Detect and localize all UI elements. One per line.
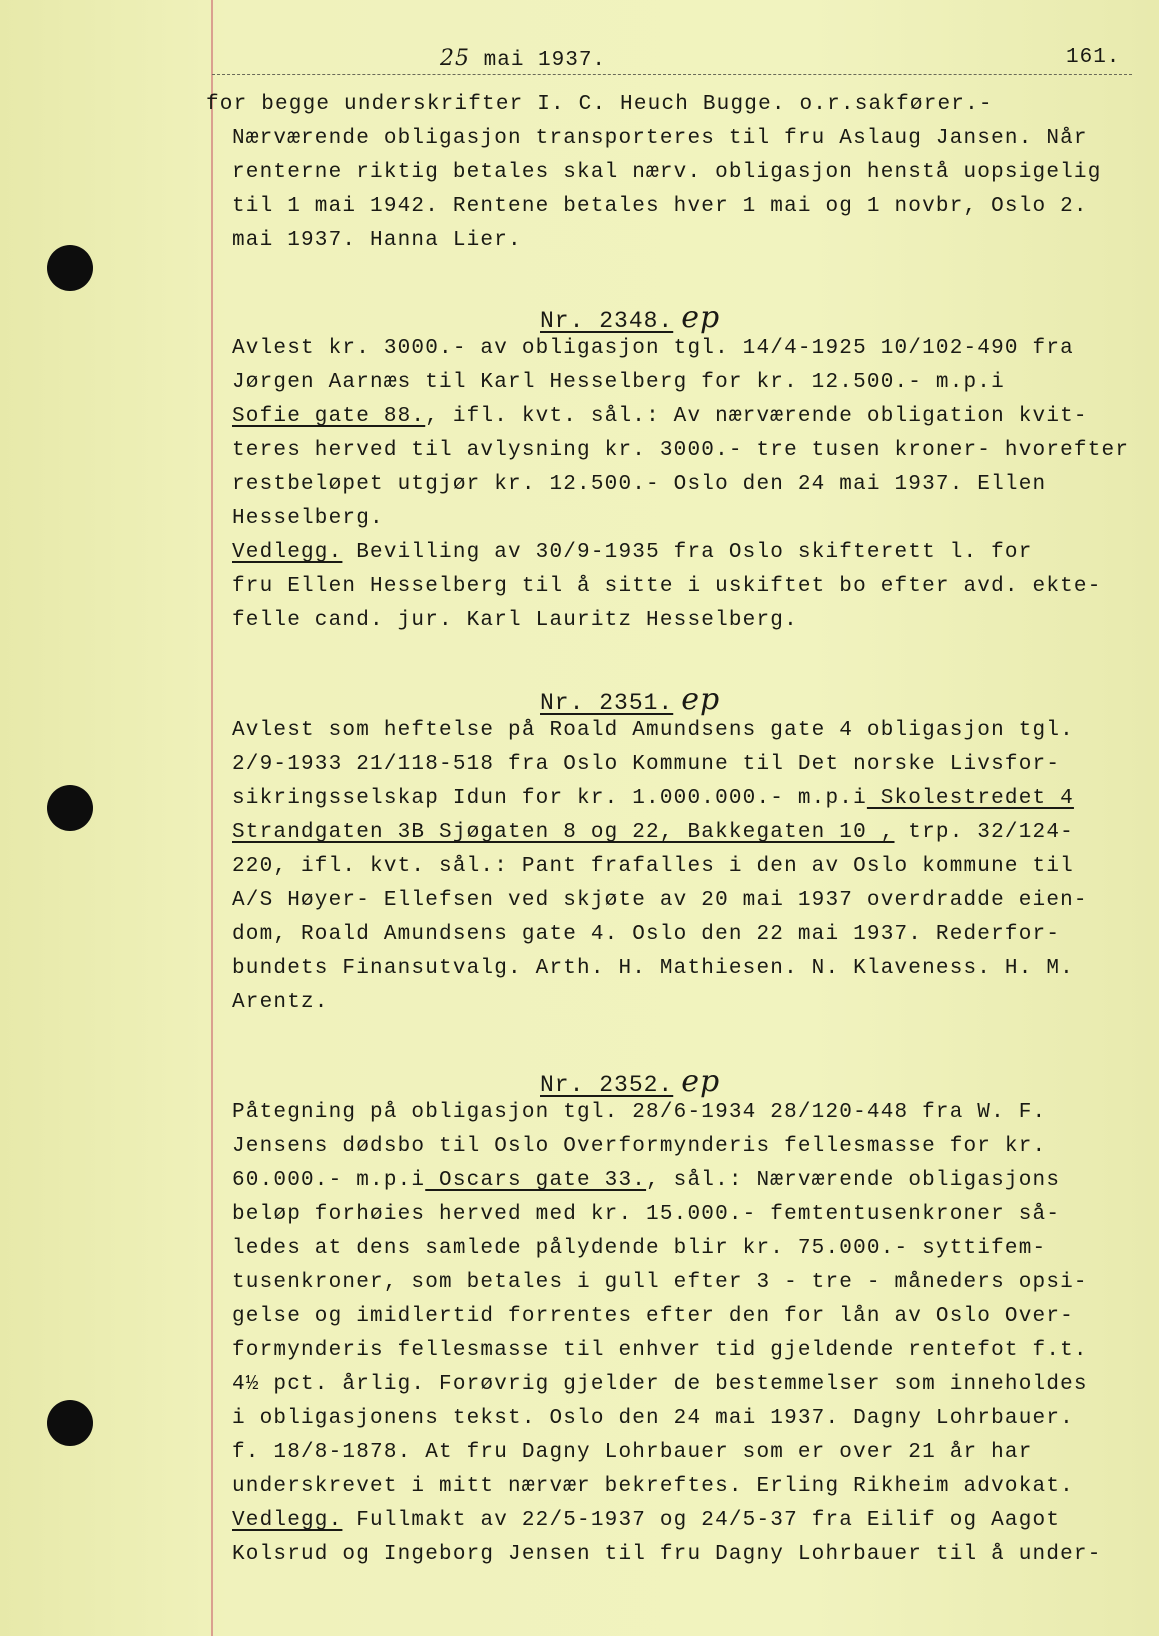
entry-line: f. 18/8-1878. At fru Dagny Lohrbauer som er over 21 år har [232,1441,1033,1464]
entry-line: Jensens dødsbo til Oslo Overformynderis fellesmasse for kr. [232,1135,1047,1158]
address-underlined: Sofie gate 88. [232,405,426,428]
entry-line-rest: trp. 32/124- [894,821,1074,844]
punch-hole-top [47,245,93,291]
vedlegg-label: Vedlegg. [232,1509,343,1532]
clerk-initials: ep [681,682,721,717]
entry-number-text: Nr. 2348. [540,308,674,334]
entry-line-start: 60.000.- m.p.i [232,1169,426,1192]
entry-line: fru Ellen Hesselberg til å sitte i uskiftet bo efter avd. ekte- [232,575,1102,598]
entry-line: A/S Høyer- Ellefsen ved skjøte av 20 mai 1937 overdradde eien- [232,889,1088,912]
entry-number-2352 [540,1064,720,1099]
entry-number-text: Nr. 2351. [540,690,674,716]
address-underlined: Skolestredet 4 [866,787,1074,810]
entry-line: Arentz. [232,991,329,1014]
intro-line: til 1 mai 1942. Rentene betales hver 1 mai og 1 novbr, Oslo 2. [232,195,1088,218]
entry-line: teres herved til avlysning kr. 3000.- tre tusen kroner- hvorefter [232,439,1130,462]
entry-line: Påtegning på obligasjon tgl. 28/6-1934 28/120-448 fra W. F. [232,1101,1047,1124]
entry-line: Avlest som heftelse på Roald Amundsens gate 4 obligasjon tgl. [232,719,1074,742]
intro-line: mai 1937. Hanna Lier. [232,229,522,252]
entry-line [232,786,1074,812]
entry-line [232,1168,1060,1194]
entry-line: 4½ pct. årlig. Forøvrig gjelder de bestemmelser som inneholdes [232,1373,1088,1396]
header-date [440,46,606,72]
punch-hole-middle [47,785,93,831]
entry-line: 220, ifl. kvt. sål.: Pant frafalles i den av Oslo kommune til [232,855,1074,878]
vedlegg-label: Vedlegg. [232,541,343,564]
entry-line: gelse og imidlertid forrentes efter den for lån av Oslo Over- [232,1305,1074,1328]
entry-line: bundets Finansutvalg. Arth. H. Mathiesen. N. Klaveness. H. M. [232,957,1074,980]
entry-line-rest: Bevilling av 30/9-1935 fra Oslo skifterett l. for [342,541,1033,564]
entry-line: dom, Roald Amundsens gate 4. Oslo den 22 mai 1937. Rederfor- [232,923,1061,946]
page-number: 161. [1066,46,1121,69]
entry-line: Hesselberg. [232,507,384,530]
header-day: 25 [440,46,470,71]
entry-line: Avlest kr. 3000.- av obligasjon tgl. 14/4-1925 10/102-490 fra [232,337,1074,360]
entry-line: Jørgen Aarnæs til Karl Hesselberg for kr. 12.500.- m.p.i [232,371,1005,394]
entry-line: felle cand. jur. Karl Lauritz Hesselberg. [232,609,798,632]
address-underlined: Oscars gate 33. [425,1169,647,1192]
entry-line-start: sikringsselskap Idun for kr. 1.000.000.- m.p.i [232,787,867,810]
clerk-initials: ep [681,300,721,335]
entry-line-rest: , sål.: Nærværende obligasjons [646,1169,1061,1192]
entry-number-2351 [540,682,720,717]
header-rule [212,74,1132,75]
entry-number-text: Nr. 2352. [540,1072,674,1098]
entry-line [232,1508,1060,1534]
address-underlined: Strandgaten 3B Sjøgaten 8 og 22, Bakkegaten 10 , [232,821,895,844]
intro-line: renterne riktig betales skal nærv. obligasjon henstå uopsigelig [232,161,1102,184]
entry-line: Kolsrud og Ingeborg Jensen til fru Dagny Lohrbauer til å under- [232,1543,1102,1566]
header-month-year: mai 1937. [483,49,607,72]
entry-line [232,820,1074,846]
entry-number-2348 [540,300,720,335]
margin-line [211,0,213,1636]
punch-hole-bottom [47,1400,93,1446]
entry-line: i obligasjonens tekst. Oslo den 24 mai 1937. Dagny Lohrbauer. [232,1407,1074,1430]
entry-line-rest: , ifl. kvt. sål.: Av nærværende obligation kvit- [425,405,1088,428]
entry-line: 2/9-1933 21/118-518 fra Oslo Kommune til Det norske Livsfor- [232,753,1061,776]
entry-line: ledes at dens samlede pålydende blir kr. 75.000.- syttifem- [232,1237,1047,1260]
entry-line [232,404,1088,430]
entry-line [232,540,1033,566]
entry-line: tusenkroner, som betales i gull efter 3 - tre - måneders opsi- [232,1271,1088,1294]
entry-line: formynderis fellesmasse til enhver tid gjeldende rentefot f.t. [232,1339,1088,1362]
entry-line: beløp forhøies herved med kr. 15.000.- femtentusenkroner så- [232,1203,1061,1226]
clerk-initials: ep [681,1064,721,1099]
entry-line: underskrevet i mitt nærvær bekreftes. Erling Rikheim advokat. [232,1475,1074,1498]
entry-line: restbeløpet utgjør kr. 12.500.- Oslo den 24 mai 1937. Ellen [232,473,1047,496]
intro-line: for begge underskrifter I. C. Heuch Bugge. o.r.sakfører.- [206,93,993,116]
entry-line-rest: Fullmakt av 22/5-1937 og 24/5-37 fra Eilif og Aagot [342,1509,1061,1532]
intro-line: Nærværende obligasjon transporteres til fru Aslaug Jansen. Når [232,127,1088,150]
